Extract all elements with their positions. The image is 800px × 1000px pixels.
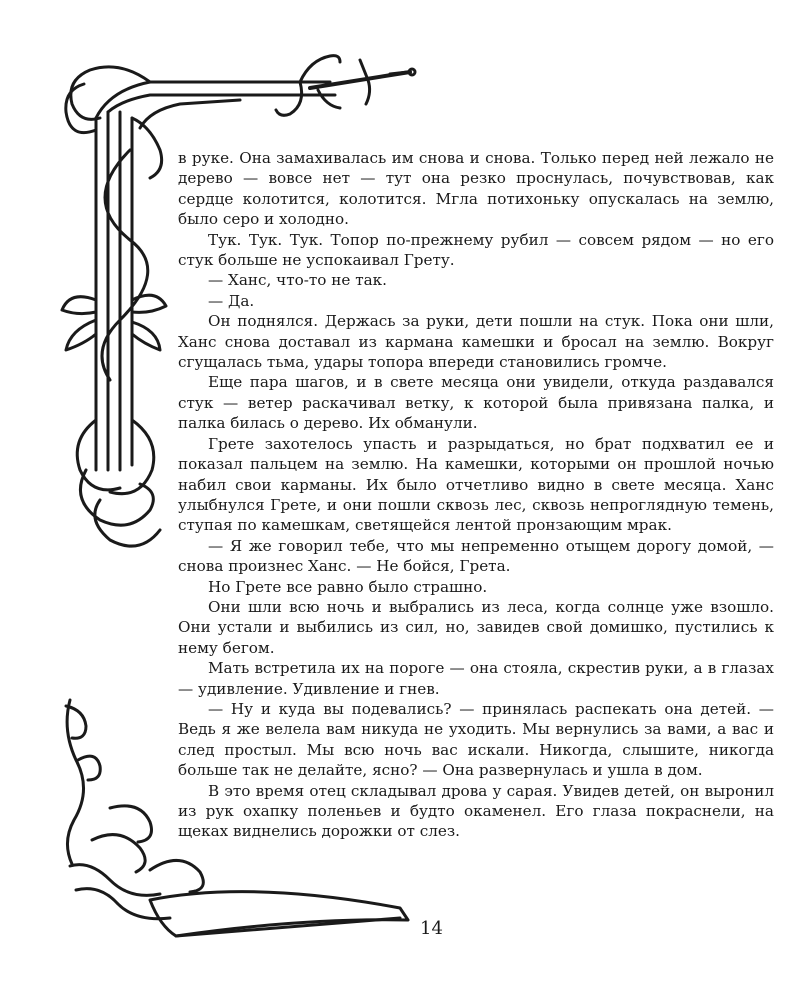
paragraph: Грете захотелось упасть и разрыдаться, но брат подхватил ее и показал пальцем на землю. На камешки, которыми он прошлой ночью набил свои карманы. Их было отчетливо видно в свете месяца. Ханс улыбнулся Грете, и они пошли сквозь лес, сквозь непроглядную темень, ступая по камешкам, светящейся лентой пронзающим мрак. [178, 434, 774, 535]
paragraph: Мать встретила их на пороге — она стояла, скрестив руки, а в глазах — удивление. Удивление и гнев. [178, 659, 774, 698]
paragraph: Но Грете все равно было страшно. [208, 577, 488, 596]
paragraph: Он поднялся. Держась за руки, дети пошли на стук. Пока они шли, Ханс снова доставал из кармана камешки и бросал на землю. Вокруг сгущалась тьма, удары топора впереди становились громче. [178, 312, 774, 372]
paragraph: Тук. Тук. Тук. Топор по-прежнему рубил — совсем рядом — но его стук больше не успокаивал Грету. [178, 230, 774, 270]
paragraph: в руке. Она замахивалась им снова и снова. Только перед ней лежало не дерево — вовсе нет — тут она резко проснулась, почувствовав, как сердце колотится, колотится. Мгла потихоньку опускалась на землю, было серо и холодно. [178, 149, 774, 229]
page-number: 14 [420, 918, 443, 939]
paragraph: Они шли всю ночь и выбрались из леса, когда солнце уже взошло. Они устали и выбились из сил, но, завидев свой домишко, пустились к нему бегом. [178, 597, 774, 657]
paragraph: — Ну и куда вы подевались? — принялась распекать она детей. — Ведь я же велела вам никуда не уходить. Мы вернулись за вами, а вас и след простыл. Мы всю ночь вас искали. Никогда, слышите, никогда больше так не делайте, ясно? — Она развернулась и ушла в дом. [178, 699, 774, 780]
story-text [178, 148, 774, 842]
paragraph: — Да. [208, 291, 255, 310]
paragraph: — Я же говорил тебе, что мы непременно отыщем дорогу домой, — снова произнес Ханс. — Не бойся, Грета. [178, 536, 774, 576]
paragraph: В это время отец складывал дрова у сарая. Увидев детей, он выронил из рук охапку поленьев и будто окаменел. Его глаза покраснели, на щеках виднелись дорожки от слез. [178, 781, 774, 841]
paragraph: Еще пара шагов, и в свете месяца они увидели, откуда раздавался стук — ветер раскачивал ветку, к которой была привязана палка, и палка билась о дерево. Их обманули. [178, 373, 774, 433]
paragraph: — Ханс, что-то не так. [208, 271, 387, 290]
